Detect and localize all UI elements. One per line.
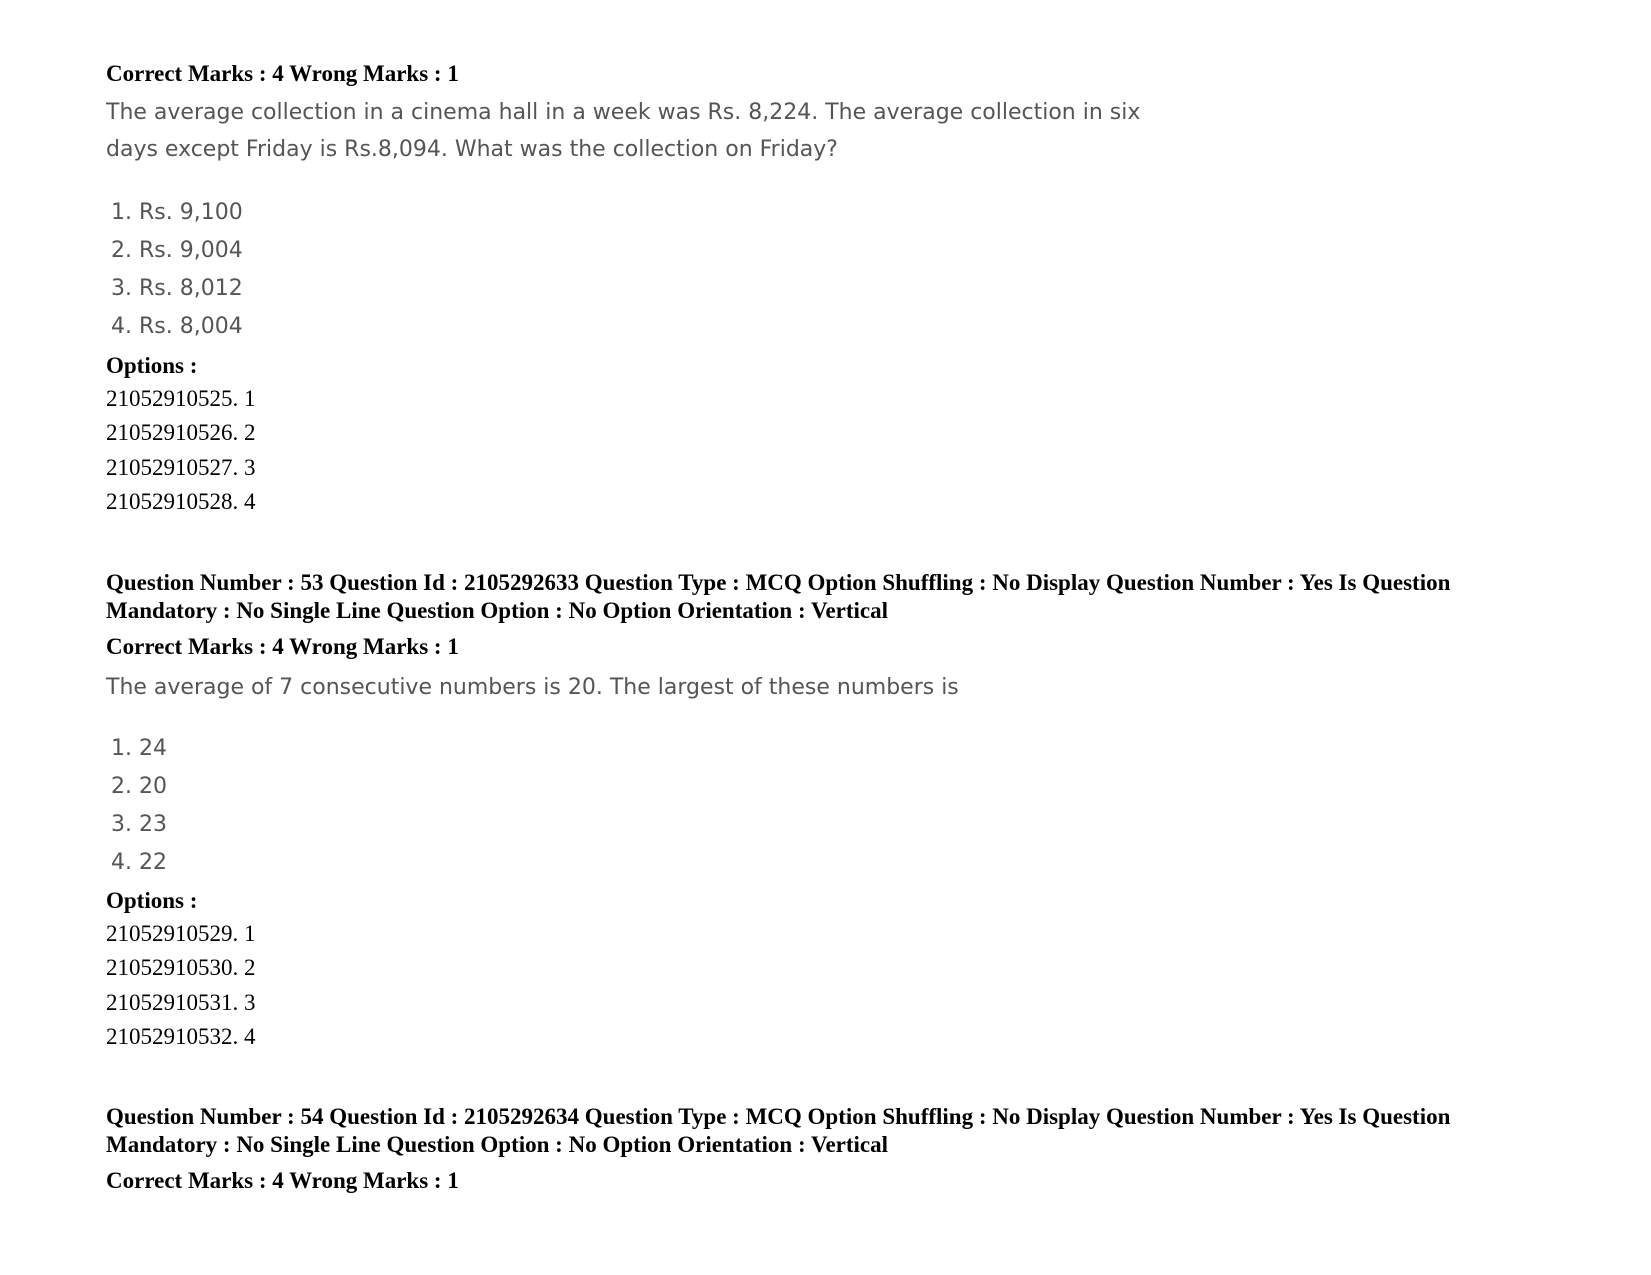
options-label: Options : [106,888,198,913]
option-id: 21052910530. 2 [106,955,256,980]
marks-line: Correct Marks : 4 Wrong Marks : 1 [106,1168,459,1193]
option-id: 21052910529. 1 [106,921,256,946]
question-meta: Question Number : 53 Question Id : 2105292633 Question Type : MCQ Option Shuffling : No Display Question Number : Yes Is Question Mandatory : No Single Line Question Option : No Option Orientation : Vertical [106,570,1451,623]
option-id: 21052910531. 3 [106,990,256,1015]
option-id: 21052910526. 2 [106,420,256,445]
question-meta: Question Number : 54 Question Id : 2105292634 Question Type : MCQ Option Shuffling : No Display Question Number : Yes Is Question Mandatory : No Single Line Question Option : No Option Orientation : Vertical [106,1104,1451,1157]
marks-line: Correct Marks : 4 Wrong Marks : 1 [106,634,459,659]
answer-choice: 3. 23 [111,812,167,837]
option-id: 21052910525. 1 [106,386,256,411]
option-id: 21052910527. 3 [106,455,256,480]
marks-line: Correct Marks : 4 Wrong Marks : 1 [106,61,459,86]
options-label: Options : [106,353,198,378]
option-id: 21052910532. 4 [106,1024,256,1049]
question-text-line-1: The average of 7 consecutive numbers is 20. The largest of these numbers is [106,675,959,700]
answer-choice: 2. 20 [111,774,167,799]
question-text-line-2: days except Friday is Rs.8,094. What was the collection on Friday? [106,137,838,162]
answer-choice: 3. Rs. 8,012 [111,276,243,301]
option-id: 21052910528. 4 [106,489,256,514]
answer-choice: 4. 22 [111,850,167,875]
answer-choice: 1. Rs. 9,100 [111,200,243,225]
answer-choice: 4. Rs. 8,004 [111,314,243,339]
question-text-line-1: The average collection in a cinema hall in a week was Rs. 8,224. The average collection in six [106,100,1141,125]
answer-choice: 1. 24 [111,736,167,761]
answer-choice: 2. Rs. 9,004 [111,238,243,263]
